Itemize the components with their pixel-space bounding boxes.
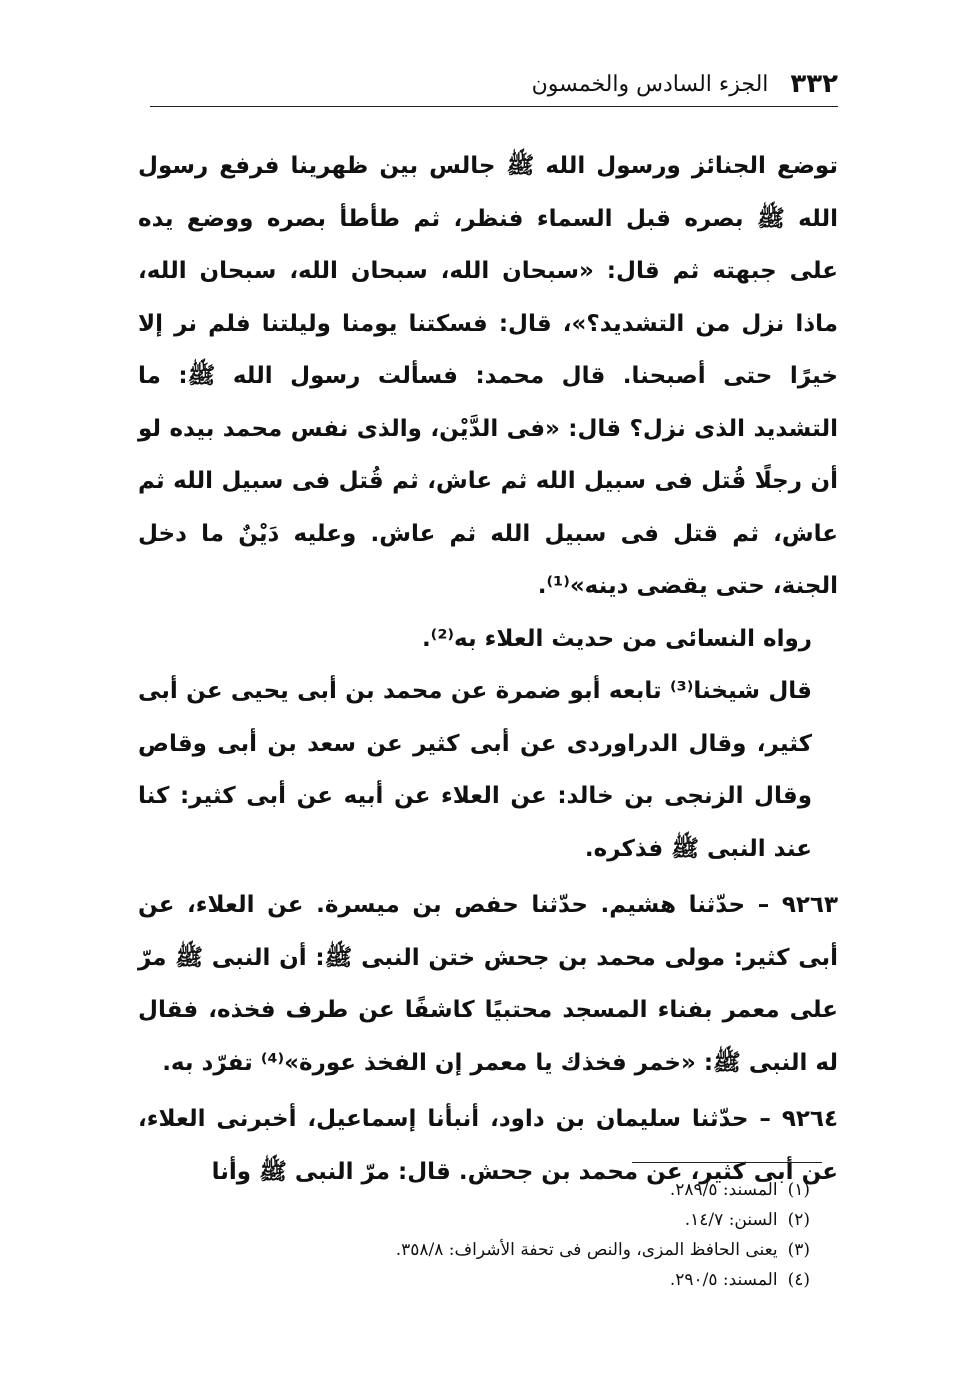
paragraph-nasai-note: رواه النسائى من حديث العلاء به⁽²⁾. bbox=[421, 625, 812, 652]
footnote-4 bbox=[180, 1265, 810, 1295]
footnote-1 bbox=[180, 1175, 810, 1205]
footnote-text: المسند: ٢٨٩/٥. bbox=[669, 1180, 778, 1200]
paragraph-hadith-9264: ٩٢٦٤ – حدّثنا سليمان بن داود، أنبأنا إسماعيل، أخبرنى العلاء، عن أبى كثير، عن محمد بن جحش. قال: مرّ النبى ﷺ وأنا bbox=[138, 1106, 838, 1185]
main-text bbox=[138, 140, 838, 1198]
header-divider bbox=[150, 106, 838, 107]
paragraph-hadith-9263: ٩٢٦٣ – حدّثنا هشيم. حدّثنا حفص بن ميسرة. عن العلاء، عن أبى كثير: مولى محمد بن جحش ختن النبى ﷺ: أن النبى ﷺ مرّ على معمر بفناء المسجد محتبيًا كاشفًا عن طرف فخذه، فقال له النبى ﷺ: «خمر فخذك يا معمر إن الفخذ عورة»⁽⁴⁾ تفرّد به. bbox=[138, 892, 838, 1076]
footnote-text: المسند: ٢٩٠/٥. bbox=[669, 1270, 778, 1290]
footnotes bbox=[180, 1175, 810, 1295]
footnote-number: (٣) bbox=[787, 1240, 810, 1260]
footnote-text: السنن: ١٤/٧. bbox=[684, 1210, 778, 1230]
footnote-number: (١) bbox=[787, 1180, 810, 1200]
page-header bbox=[150, 62, 838, 106]
footnote-number: (٤) bbox=[787, 1270, 810, 1290]
paragraph-hadith-text: توضع الجنائز ورسول الله ﷺ جالس بين ظهرينا فرفع رسول الله ﷺ بصره قبل السماء فنظر، ثم طأطأ بصره ووضع يده على جبهته ثم قال: «سبحان الله، سبحان الله، سبحان الله، ماذا نزل من التشديد؟»، قال: فسكتنا يومنا وليلتنا فلم نر إلا خيرًا حتى أصبحنا. قال محمد: فسألت رسول الله ﷺ: ما التشديد الذى نزل؟ قال: «فى الدَّيْن، والذى نفس محمد بيده لو أن رجلًا قُتل فى سبيل الله ثم عاش، ثم قُتل فى سبيل الله ثم عاش، ثم قتل فى سبيل الله ثم عاش. وعليه دَيْنٌ ما دخل الجنة، حتى يقضى دينه»⁽¹⁾. bbox=[138, 153, 838, 599]
footnote-3 bbox=[180, 1235, 810, 1265]
running-title: الجزء السادس والخمسون bbox=[531, 71, 769, 97]
footnote-2 bbox=[180, 1205, 810, 1235]
footnote-text: يعنى الحافظ المزى، والنص فى تحفة الأشراف: ٣٥٨/٨. bbox=[395, 1240, 778, 1260]
page-number: ٣٣٢ bbox=[790, 69, 838, 99]
footnote-divider bbox=[632, 1162, 822, 1163]
footnote-number: (٢) bbox=[787, 1210, 810, 1230]
paragraph-shaykh-note: قال شيخنا⁽³⁾ تابعه أبو ضمرة عن محمد بن أبى يحيى عن أبى كثير، وقال الدراوردى عن أبى كثير عن سعد بن أبى وقاص وقال الزنجى بن خالد: عن العلاء عن أبيه عن أبى كثير: كنا عند النبى ﷺ فذكره. bbox=[138, 678, 812, 862]
